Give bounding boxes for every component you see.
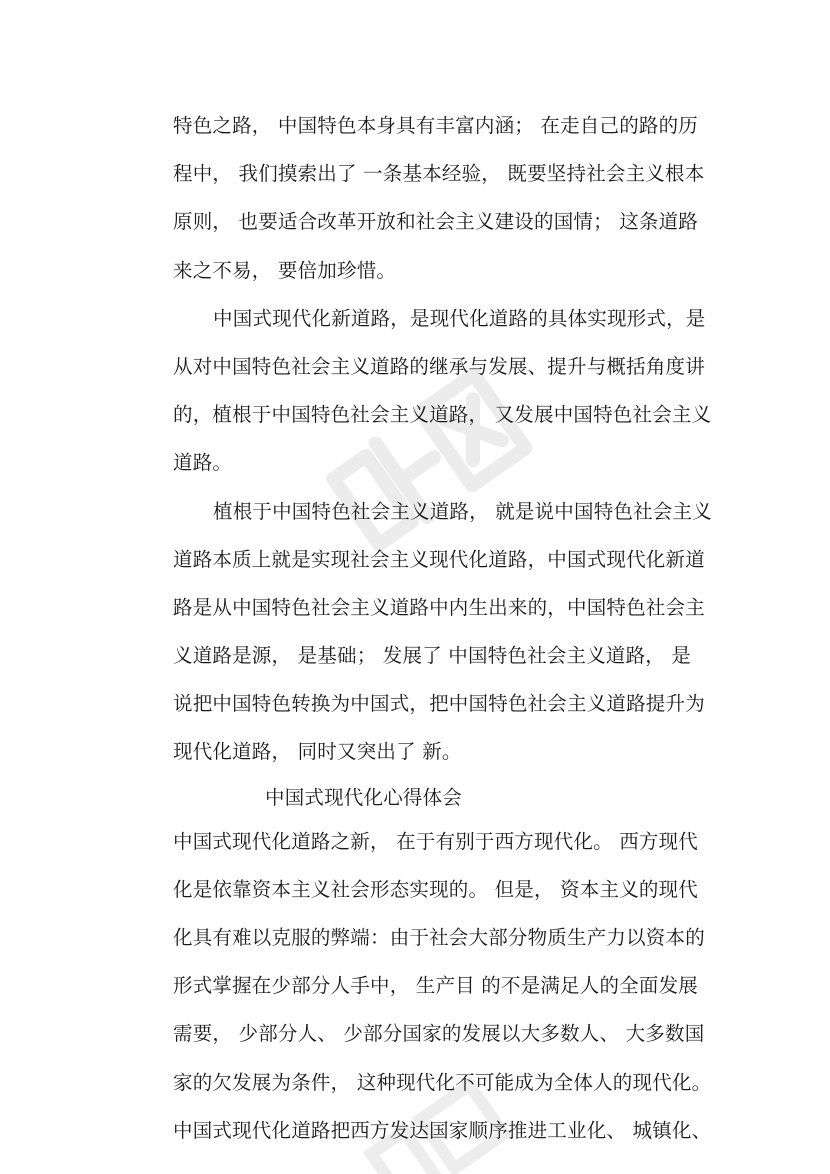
text-line: 化具有难以克服的弊端：由于社会大部分物质生产力以资本的	[173, 926, 705, 949]
text-line: 道路本质上就是实现社会主义现代化道路，中国式现代化新道	[173, 547, 705, 571]
text-line: 从对中国特色社会主义道路的继承与发展、提升与概括角度讲	[173, 354, 705, 378]
text-line: 义道路是源， 是基础； 发展了 中国特色社会主义道路， 是	[173, 644, 692, 668]
text-line: 道路。	[173, 451, 233, 475]
section-title: 中国式现代化心得体会	[265, 785, 463, 809]
text-line: 现代化道路， 同时又突出了 新。	[173, 740, 462, 764]
text-line: 家的欠发展为条件， 这种现代化不可能成为全体人的现代化。	[173, 1070, 712, 1094]
text-line: 的，植根于中国特色社会主义道路， 又发展中国特色社会主义	[173, 403, 712, 427]
paragraph-first-line: 中国式现代化新道路，是现代化道路的具体实现形式，是	[213, 306, 706, 330]
text-line: 路是从中国特色社会主义道路中内生出来的，中国特色社会主	[173, 595, 705, 619]
document-body	[173, 102, 713, 1155]
text-line: 特色之路， 中国特色本身具有丰富内涵； 在走自己的路的历	[173, 114, 698, 137]
text-line: 说把中国特色转换为中国式，把中国特色社会主义道路提升为	[173, 692, 705, 716]
text-line: 原则， 也要适合改革开放和社会主义建设的国情； 这条道路	[173, 210, 698, 234]
text-line: 化是依靠资本主义社会形态实现的。 但是， 资本主义的现代	[173, 877, 698, 901]
text-line: 中国式现代化道路之新， 在于有别于西方现代化。 西方现代	[173, 829, 698, 853]
text-line: 需要， 少部分人、 少部分国家的发展以大多数人、 大多数国	[173, 1022, 705, 1046]
text-line: 中国式现代化道路把西方发达国家顺序推进工业化、 城镇化、	[173, 1118, 712, 1142]
text-line: 形式掌握在少部分人手中， 生产目 的不是满足人的全面发展	[173, 974, 698, 998]
text-line: 程中， 我们摸索出了 一条基本经验， 既要坚持社会主义根本	[173, 162, 705, 186]
paragraph-first-line: 植根于中国特色社会主义道路， 就是说中国特色社会主义	[213, 499, 712, 523]
text-line: 来之不易， 要倍加珍惜。	[173, 258, 397, 282]
